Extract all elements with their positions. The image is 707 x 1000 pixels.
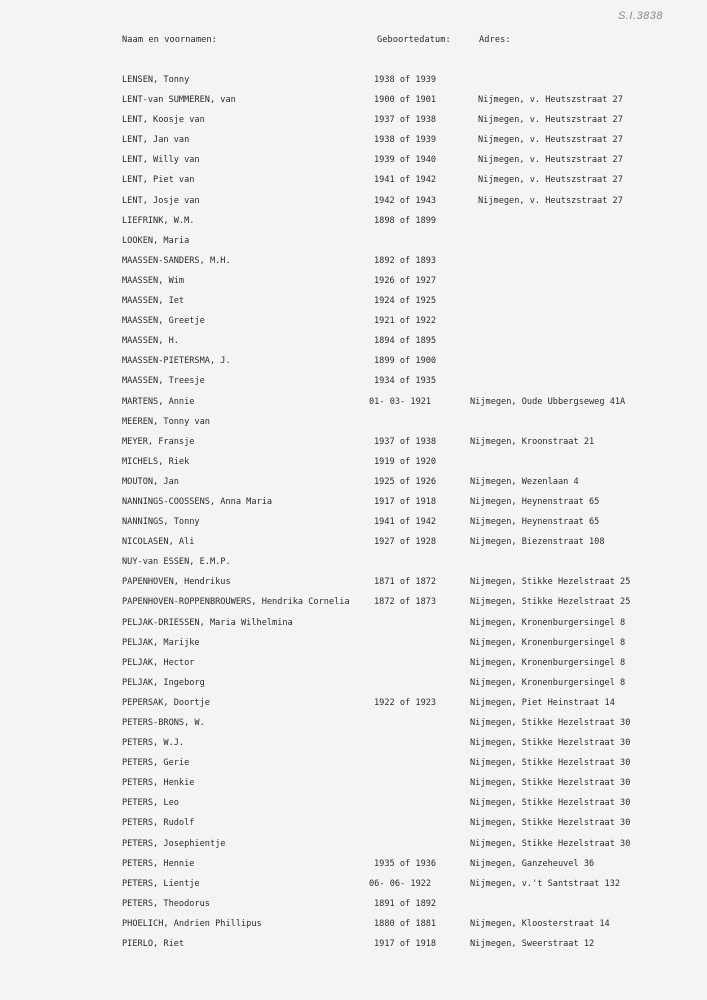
person-name: MAASSEN-SANDERS, M.H. [122,255,231,266]
birth-date: 1899 of 1900 [374,356,437,367]
person-name: PETERS, Henkie [122,778,195,789]
person-name: LENT, Josje van [122,195,200,206]
list-item [0,636,707,656]
birth-date: 1937 of 1938 [374,115,437,126]
person-name: MARTENS, Annie [122,396,195,407]
address: Nijmegen, v. Heutszstraat 27 [478,155,623,166]
list-item [0,153,707,173]
birth-date: 1938 of 1939 [374,135,437,146]
person-name: MAASSEN-PIETERSMA, J. [122,356,231,367]
person-name: MOUTON, Jan [122,476,179,487]
address: Nijmegen, Stikke Hezelstraat 30 [470,738,631,749]
list-item [0,214,707,234]
list-item [0,736,707,756]
birth-date: 1892 of 1893 [374,255,437,266]
list-item [0,937,707,957]
birth-date: 1925 of 1926 [374,476,437,487]
address: Nijmegen, Piet Heinstraat 14 [470,697,615,708]
address: Nijmegen, Stikke Hezelstraat 30 [470,758,631,769]
list-item [0,515,707,535]
list-item [0,796,707,816]
header-birthdate: Geboortedatum: [377,35,451,45]
birth-date: 1922 of 1923 [374,697,437,708]
person-name: PIERLO, Riet [122,939,185,950]
address: Nijmegen, v. Heutszstraat 27 [478,175,623,186]
list-item [0,354,707,374]
person-name: PETERS, Josephientje [122,838,226,849]
birth-date: 1921 of 1922 [374,316,437,327]
person-name: LOOKEN, Maria [122,235,190,246]
list-item [0,857,707,877]
person-name: MAASSEN, H. [122,336,179,347]
person-name: NUY-van ESSEN, E.M.P. [122,557,231,568]
list-item [0,676,707,696]
list-item [0,696,707,716]
list-item [0,254,707,274]
header-address: Adres: [479,35,511,45]
birth-date: 1937 of 1938 [374,436,437,447]
person-name: LENT-van SUMMEREN, van [122,95,236,106]
person-list [0,73,707,957]
person-name: PETERS, Lientje [122,878,200,889]
birth-date: 1898 of 1899 [374,215,437,226]
address: Nijmegen, Stikke Hezelstraat 30 [470,718,631,728]
person-name: PETERS, Leo [122,798,179,809]
person-name: NICOLASEN, Ali [122,537,195,548]
list-item [0,314,707,334]
address: Nijmegen, Kronenburgersingel 8 [470,617,626,628]
list-item [0,455,707,475]
person-name: PETERS, Gerie [122,758,190,769]
person-name: NANNINGS, Tonny [122,517,200,528]
person-name: LENSEN, Tonny [122,75,190,85]
birth-date: 01- 03- 1921 [369,396,432,407]
person-name: MAASSEN, Greetje [122,316,205,327]
person-name: PETERS-BRONS, W. [122,718,205,728]
birth-date: 1938 of 1939 [374,75,437,85]
list-item [0,816,707,836]
list-item [0,656,707,676]
person-name: PETERS, W.J. [122,738,185,749]
list-item [0,495,707,515]
list-item [0,334,707,354]
list-item [0,173,707,193]
address: Nijmegen, Stikke Hezelstraat 30 [470,838,631,849]
person-name: PEPERSAK, Doortje [122,697,210,708]
person-name: PELJAK, Hector [122,657,195,668]
address: Nijmegen, Kronenburgersingel 8 [470,637,626,648]
person-name: MEYER, Fransje [122,436,195,447]
list-item [0,294,707,314]
address: Nijmegen, Stikke Hezelstraat 30 [470,778,631,789]
list-item [0,616,707,636]
list-item [0,113,707,133]
address: Nijmegen, v. Heutszstraat 27 [478,115,623,126]
list-item [0,415,707,435]
list-item [0,837,707,857]
person-name: MAASSEN, Wim [122,275,185,286]
person-name: PETERS, Rudolf [122,818,195,829]
person-name: PETERS, Hennie [122,858,195,869]
birth-date: 1927 of 1928 [374,537,437,548]
address: Nijmegen, Heynenstraat 65 [470,517,600,528]
birth-date: 1924 of 1925 [374,296,437,307]
birth-date: 1939 of 1940 [374,155,437,166]
list-item [0,93,707,113]
address: Nijmegen, Biezenstraat 108 [470,537,605,548]
address: Nijmegen, v. Heutszstraat 27 [478,135,623,146]
address: Nijmegen, v. Heutszstraat 27 [478,95,623,106]
birth-date: 1934 of 1935 [374,376,437,387]
person-name: NANNINGS-COOSSENS, Anna Maria [122,496,273,507]
birth-date: 06- 06- 1922 [369,878,432,889]
person-name: LENT, Willy van [122,155,200,166]
birth-date: 1891 of 1892 [374,898,437,909]
list-item [0,73,707,93]
address: Nijmegen, v. Heutszstraat 27 [478,195,623,206]
person-name: LENT, Jan van [122,135,190,146]
person-name: MICHELS, Riek [122,456,190,467]
address: Nijmegen, Stikke Hezelstraat 30 [470,798,631,809]
address: Nijmegen, v.'t Santstraat 132 [470,878,621,889]
archive-reference: S.I.3838 [618,10,663,22]
birth-date: 1941 of 1942 [374,175,437,186]
birth-date: 1871 of 1872 [374,577,437,588]
list-item [0,435,707,455]
person-name: MAASSEN, Iet [122,296,185,307]
person-name: LENT, Piet van [122,175,195,186]
person-name: MEEREN, Tonny van [122,416,210,427]
address: Nijmegen, Stikke Hezelstraat 25 [470,597,631,608]
address: Nijmegen, Kronenburgersingel 8 [470,677,626,688]
list-item [0,475,707,495]
list-item [0,595,707,615]
birth-date: 1919 of 1920 [374,456,437,467]
birth-date: 1935 of 1936 [374,858,437,869]
person-name: PETERS, Theodorus [122,898,210,909]
address: Nijmegen, Kronenburgersingel 8 [470,657,626,668]
birth-date: 1926 of 1927 [374,275,437,286]
list-item [0,897,707,917]
list-item [0,234,707,254]
list-item [0,374,707,394]
birth-date: 1917 of 1918 [374,496,437,507]
birth-date: 1894 of 1895 [374,336,437,347]
list-item [0,756,707,776]
list-item [0,194,707,214]
address: Nijmegen, Stikke Hezelstraat 30 [470,818,631,829]
list-item [0,133,707,153]
person-name: PHOELICH, Andrien Phillipus [122,918,262,929]
list-item [0,776,707,796]
address: Nijmegen, Kroonstraat 21 [470,436,595,447]
list-item [0,535,707,555]
birth-date: 1880 of 1881 [374,918,437,929]
address: Nijmegen, Kloosterstraat 14 [470,918,610,929]
header-name: Naam en voornamen: [122,35,217,45]
address: Nijmegen, Sweerstraat 12 [470,939,595,950]
list-item [0,917,707,937]
address: Nijmegen, Stikke Hezelstraat 25 [470,577,631,588]
list-item [0,274,707,294]
list-item [0,555,707,575]
list-item [0,716,707,736]
birth-date: 1942 of 1943 [374,195,437,206]
address: Nijmegen, Heynenstraat 65 [470,496,600,507]
person-name: LIEFRINK, W.M. [122,215,195,226]
person-name: PELJAK-DRIESSEN, Maria Wilhelmina [122,617,293,628]
person-name: LENT, Koosje van [122,115,205,126]
birth-date: 1900 of 1901 [374,95,437,106]
person-name: PELJAK, Ingeborg [122,677,205,688]
list-item [0,877,707,897]
person-name: PAPENHOVEN-ROPPENBROUWERS, Hendrika Cornelia [122,597,350,608]
birth-date: 1872 of 1873 [374,597,437,608]
person-name: PELJAK, Marijke [122,637,200,648]
list-item [0,395,707,415]
person-name: PAPENHOVEN, Hendrikus [122,577,231,588]
address: Nijmegen, Ganzeheuvel 36 [470,858,595,869]
list-item [0,575,707,595]
person-name: MAASSEN, Treesje [122,376,205,387]
birth-date: 1941 of 1942 [374,517,437,528]
address: Nijmegen, Wezenlaan 4 [470,476,579,487]
birth-date: 1917 of 1918 [374,939,437,950]
address: Nijmegen, Oude Ubbergseweg 41A [470,396,626,407]
